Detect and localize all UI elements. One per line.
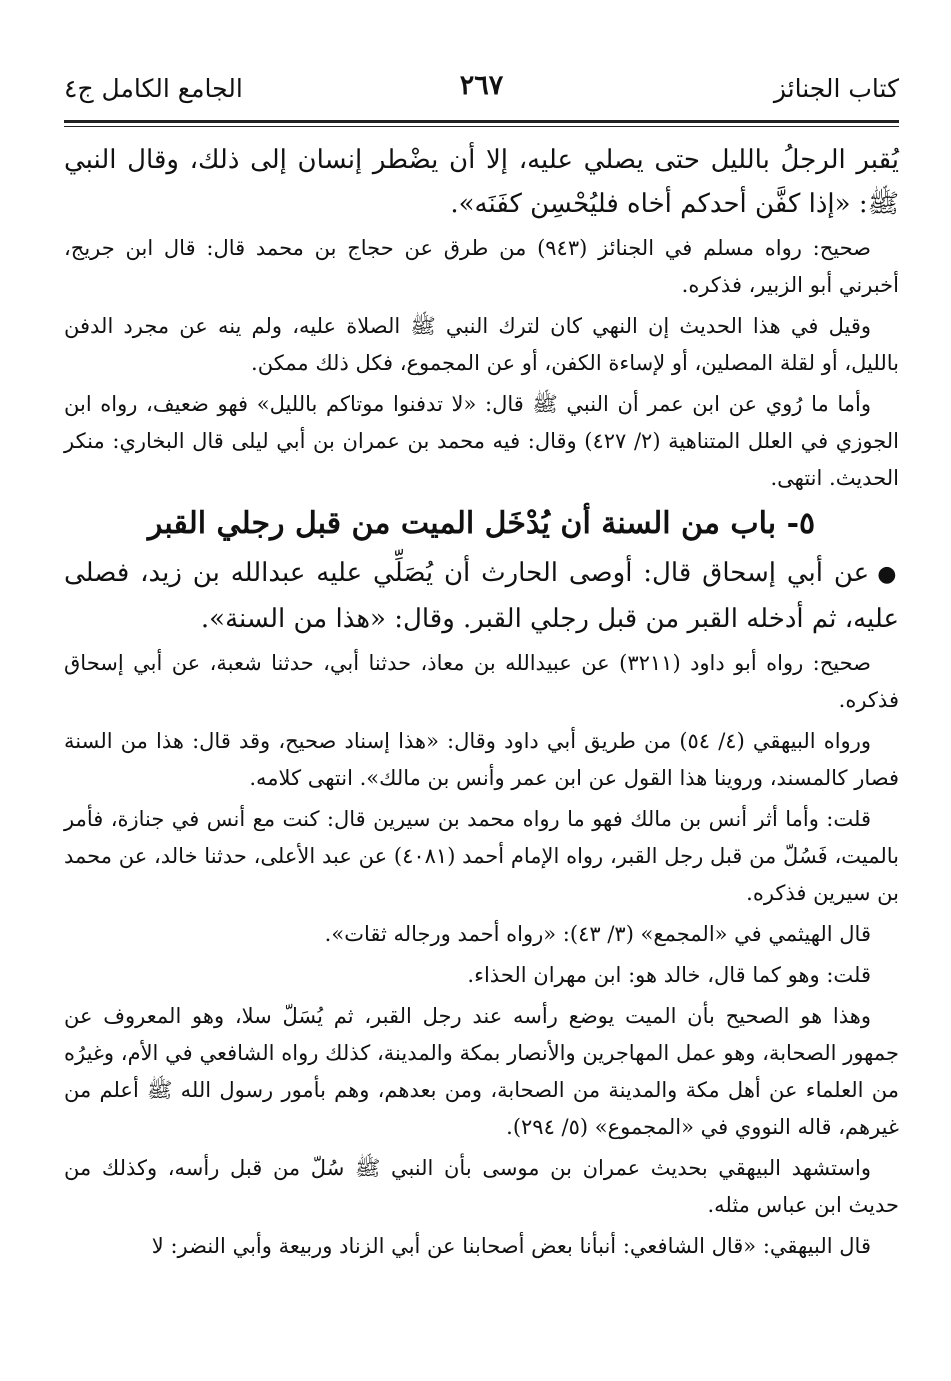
header-rule-thin <box>64 126 899 127</box>
hadith-text-continued: يُقبر الرجلُ بالليل حتى يصلي عليه، إلا أن يضْطر إنسان إلى ذلك، وقال النبي ﷺ: «إذا كفَّن أحدكم أخاه فليُحْسِن كفَنَه». <box>64 145 899 219</box>
hadith-text-body: عن أبي إسحاق قال: أوصى الحارث أن يُصَلِّي عليه عبدالله بن زيد، فصلى عليه، ثم أدخله القبر من قبل رجلي القبر. وقال: «هذا من السنة». <box>64 558 899 634</box>
takhrij-paragraph: صحيح: رواه أبو داود (٣٢١١) عن عبيدالله بن معاذ، حدثنا أبي، حدثنا شعبة، عن أبي إسحاق فذكره. <box>64 651 899 712</box>
commentary-paragraph: ورواه البيهقي (٤/ ٥٤) من طريق أبي داود وقال: «هذا إسناد صحيح، وقد قال: هذا من السنة فصار كالمسند، وروينا هذا القول عن ابن عمر وأنس بن مالك». انتهى كلامه. <box>64 729 899 790</box>
commentary-paragraph: واستشهد البيهقي بحديث عمران بن موسى بأن النبي ﷺ سُلّ من قبل رأسه، وكذلك من حديث ابن عباس مثله. <box>64 1156 899 1217</box>
takhrij-paragraph: صحيح: رواه مسلم في الجنائز (٩٤٣) من طرق عن حجاج بن محمد قال: قال ابن جريج، أخبرني أبو الزبير، فذكره. <box>64 236 899 297</box>
commentary-paragraph: قلت: وأما أثر أنس بن مالك فهو ما رواه محمد بن سيرين قال: كنت مع أنس في جنازة، فأمر بالميت، فَسُلّ من قبل رجل القبر، رواه الإمام أحمد (٤٠٨١) عن عبد الأعلى، حدثنا خالد، عن محمد بن سيرين فذكره. <box>64 807 899 905</box>
running-header <box>64 70 899 110</box>
bullet-icon: ● <box>877 562 899 587</box>
page-body <box>64 138 899 1265</box>
commentary-paragraph: قلت: وهو كما قال، خالد هو: ابن مهران الحذاء. <box>467 963 871 987</box>
commentary-paragraph: وقيل في هذا الحديث إن النهي كان لترك النبي ﷺ الصلاة عليه، ولم ينه عن مجرد الدفن بالليل، أو لقلة المصلين، أو لإساءة الكفن، أو عن المجموع، فكل ذلك ممكن. <box>64 314 899 375</box>
commentary-paragraph: وهذا هو الصحيح بأن الميت يوضع رأسه عند رجل القبر، ثم يُسَلّ سلا، وهو المعروف عن جمهور الصحابة، وهو عمل المهاجرين والأنصار بمكة والمدينة، كذلك رواه الشافعي في الأم، وغيرُه من العلماء عن أهل مكة والمدينة من الصحابة، ومن بعدهم، وهم بأمور رسول الله ﷺ أعلم من غيرهم، قاله النووي في «المجموع» (٥/ ٢٩٤). <box>64 1004 899 1139</box>
hadith-text <box>64 551 899 641</box>
page-number: ٢٦٧ <box>459 70 504 101</box>
book-page <box>64 0 899 1381</box>
commentary-paragraph: قال البيهقي: «قال الشافعي: أنبأنا بعض أصحابنا عن أبي الزناد وربيعة وأبي النضر: لا <box>151 1234 871 1258</box>
header-rule-thick <box>64 120 899 123</box>
header-book-title: الجامع الكامل ج٤ <box>64 74 243 103</box>
header-section-title: كتاب الجنائز <box>773 74 899 103</box>
commentary-paragraph: قال الهيثمي في «المجمع» (٣/ ٤٣): «رواه أحمد ورجاله ثقات». <box>324 922 871 946</box>
commentary-paragraph: وأما ما رُوي عن ابن عمر أن النبي ﷺ قال: «لا تدفنوا موتاكم بالليل» فهو ضعيف، رواه ابن الجوزي في العلل المتناهية (٢/ ٤٢٧) وقال: فيه محمد بن عمران بن أبي ليلى قال البخاري: منكر الحديث. انتهى. <box>64 392 899 490</box>
chapter-heading: ٥- باب من السنة أن يُدْخَل الميت من قبل رجلي القبر <box>147 506 816 541</box>
